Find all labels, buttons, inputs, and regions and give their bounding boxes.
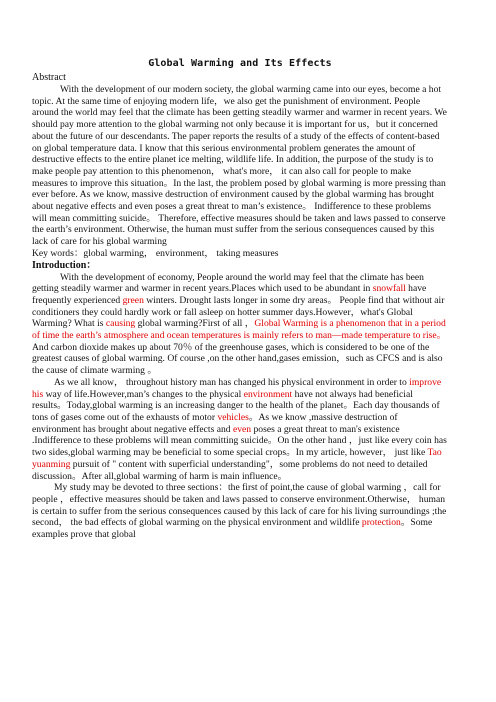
text-segment: global warming?First of all ， bbox=[135, 318, 255, 330]
text-segment: As we all know， throughout history man has changed his physical environment in order to bbox=[54, 376, 410, 388]
highlighted-text: causing bbox=[105, 318, 136, 330]
text-segment: My study may be devoted to three sections：the first of point,the cause of global warming ，call for people ，effective measures should be taken and laws passed to conserve environment.Otherwise， human is certain to suffer from the serious consequences caused by this lack of care for his living surroundings ;the second， the bad effects of global warming on the physical environment and wildlife bbox=[32, 482, 447, 529]
highlighted-text: improve his bbox=[32, 376, 442, 400]
abstract-text: With the development of our modern society, the global warming came into our eyes, become a hot topic. At the same time of enjoying modern life，we also get the punishment of environment. People around the world may feel that the climate has been getting steadily warmer and warmer in recent years. We should pay more attention to the global warming not only because it is important for us，but it concerned about the future of our descendants. The paper reports the results of a study of the effects of content-based on global temperature data. I know that this serious environmental problem generates the amount of destructive effects to the entire planet ice melting, wildlife life. In addition, the purpose of the study is to make people pay attention to this phenomenon， what's more， it can also call for people to make measures to improve this situation。In the last, the problem posed by global warming is more pressing than ever before. As we know, massive destruction of environment caused by the global warming has brought about negative effects and even poses a great threat to man’s existence。 Indifference to these problems will mean committing suicide。 Therefore, effective measures should be taken and laws passed to conserve the earth’s environment. Otherwise, the human must suffer from the serious consequences caused by this lack of care for his global warming bbox=[32, 84, 447, 248]
text-segment: And carbon dioxide makes up about 70％ of the greenhouse gases, which is considered to be one of the greatest causes of global warming. Of course ,on the other hand,gases emission，such as CFCS and is also the cause of climate warming 。 bbox=[32, 341, 443, 377]
abstract-label: Abstract bbox=[32, 72, 66, 83]
text-segment: have not always had beneficial results。Today,global warming is an increasing danger to the health of the planet。Each day thousands of tons of gases come out of the exhausts of motor bbox=[32, 388, 440, 423]
highlighted-text: environment bbox=[243, 388, 293, 400]
highlighted-text: green bbox=[122, 294, 144, 306]
highlighted-text: snowfall bbox=[372, 283, 406, 295]
highlighted-text: vehicles bbox=[217, 411, 249, 423]
text-segment: 。Some examples prove that global bbox=[32, 517, 433, 541]
text-segment: way of life.However,man’s changes to the physical bbox=[43, 388, 244, 400]
intro-heading: Introduction： bbox=[32, 259, 97, 271]
highlighted-text: even bbox=[232, 423, 252, 435]
text-segment: winters. Drought lasts longer in some dry areas。 People find that without air conditioners they could hardly work or fall asleep on hotter summer days.However，what's Global Warming? What is bbox=[32, 294, 445, 330]
highlighted-text: Global Warming is a phenomenon that in a period of time the earth’s atmosphere and ocean temperatures is mainly refers to man—made temperature to rise。 bbox=[32, 318, 447, 342]
text-segment: have frequently experienced bbox=[32, 283, 427, 306]
text-segment: poses a great threat to man's existence .Indifference to these problems will mean committing suicide。On the other hand ，just like every coin has two sides,global warming may be beneficial to some special crops。In my article, however， just like bbox=[32, 423, 447, 459]
intro-paragraph-3 bbox=[32, 482, 448, 541]
keywords: Key words：global warming， environment， taking measures bbox=[32, 247, 279, 259]
intro-paragraph-2 bbox=[32, 377, 448, 482]
highlighted-text: Tao yuanming bbox=[32, 447, 442, 470]
intro-paragraph-1 bbox=[32, 272, 448, 377]
text-segment: 。As we know ,massive destruction of environment has brought about negative effects and bbox=[32, 411, 398, 435]
document-title: Global Warming and Its Effects bbox=[148, 58, 332, 69]
highlighted-text: protection bbox=[361, 517, 401, 529]
text-segment: pursuit of " content with superficial understanding"，some problems do not need to detailed discussion。After all,global warming of harm is main influence。 bbox=[32, 458, 428, 482]
text-segment: With the development of economy, People around the world may feel that the climate has been getting steadily warmer and warmer in recent years.Places which used to be abundant in bbox=[32, 271, 424, 295]
